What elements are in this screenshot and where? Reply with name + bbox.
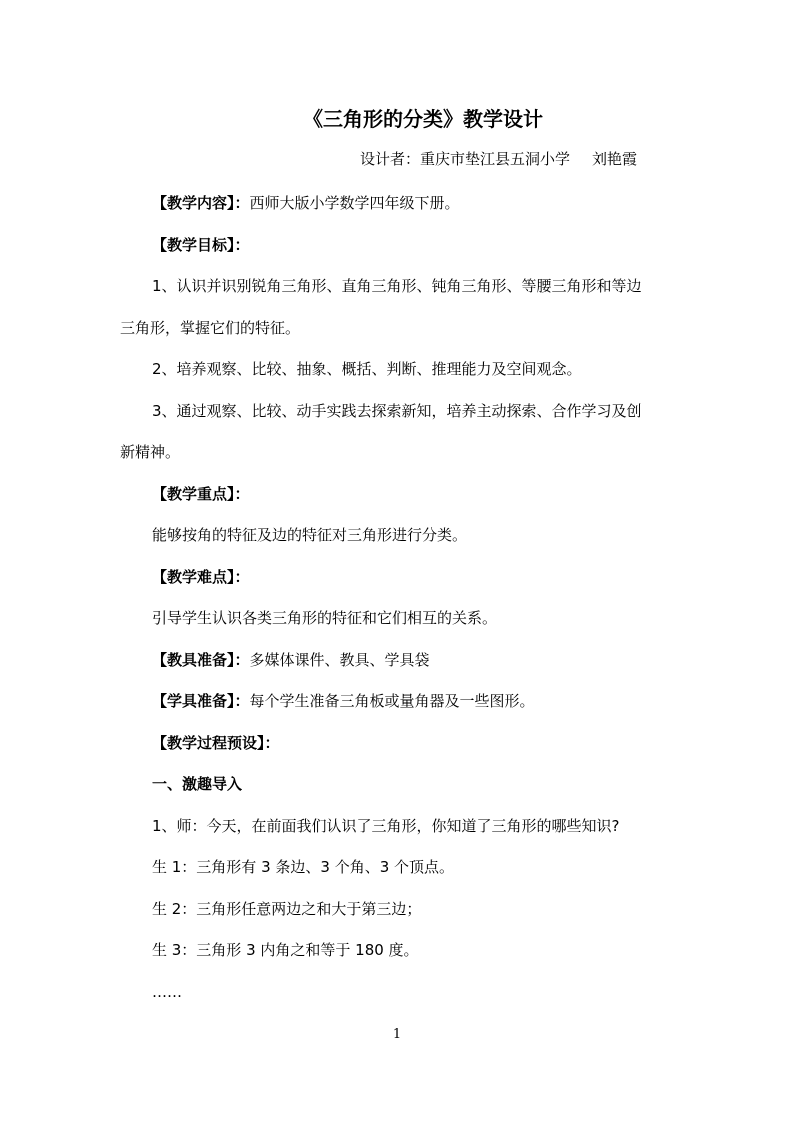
document-title: 《三角形的分类》教学设计 [303, 107, 543, 131]
student-answer-3: 生 3：三角形 3 内角之和等于 180 度。 [152, 941, 419, 959]
student-answer-2: 生 2：三角形任意两边之和大于第三边； [152, 900, 422, 918]
author-line [360, 149, 637, 169]
question-1: 1、师：今天，在前面我们认识了三角形，你知道了三角形的哪些知识? [152, 817, 620, 835]
ellipsis: …… [152, 983, 182, 1001]
page-number: 1 [392, 1027, 402, 1042]
teacher-prep-label: 【教具准备】： [152, 651, 250, 669]
section1-heading: 一、激趣导入 [152, 775, 243, 793]
teaching-content-text: 西师大版小学数学四年级下册。 [249, 194, 460, 212]
key-point-label: 【教学重点】： [152, 485, 250, 503]
goal3-line2: 新精神。 [120, 443, 181, 461]
process-label: 【教学过程预设】： [152, 734, 280, 752]
student-prep-label: 【学具准备】： [152, 692, 250, 710]
author-prefix: 设计者：重庆市垫江县五洞小学 [360, 150, 571, 168]
teaching-goals-label: 【教学目标】： [152, 236, 250, 254]
student-prep-text: 每个学生准备三角板或量角器及一些图形。 [249, 692, 535, 710]
student-answer-1: 生 1：三角形有 3 条边、3 个角、3 个顶点。 [152, 858, 455, 876]
teacher-prep-line [152, 650, 430, 670]
teaching-content-label: 【教学内容】： [152, 194, 250, 212]
difficulty-label: 【教学难点】： [152, 568, 250, 586]
goal3-line1: 3、通过观察、比较、动手实践去探索新知，培养主动探索、合作学习及创 [152, 402, 642, 420]
goal1-line2: 三角形，掌握它们的特征。 [120, 319, 301, 337]
teaching-content-line [152, 193, 460, 213]
goal1-line1: 1、认识并识别锐角三角形、直角三角形、钝角三角形、等腰三角形和等边 [152, 277, 642, 295]
difficulty-text: 引导学生认识各类三角形的特征和它们相互的关系。 [152, 609, 498, 627]
goal2: 2、培养观察、比较、抽象、概括、判断、推理能力及空间观念。 [152, 360, 582, 378]
teacher-prep-text: 多媒体课件、教具、学具袋 [249, 651, 430, 669]
student-prep-line [152, 691, 535, 711]
author-name: 刘艳霞 [592, 150, 638, 168]
key-point-text: 能够按角的特征及边的特征对三角形进行分类。 [152, 526, 468, 544]
